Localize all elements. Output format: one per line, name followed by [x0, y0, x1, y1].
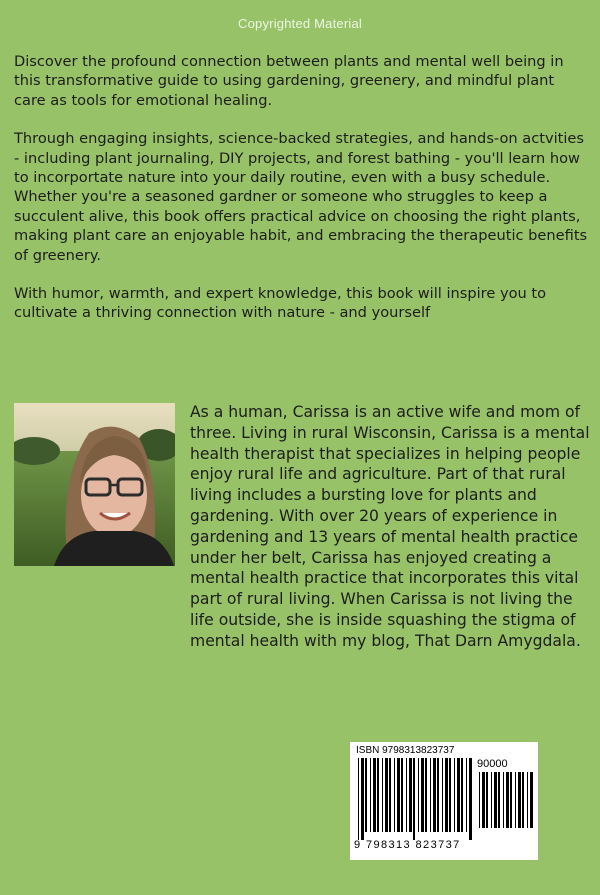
barcode-bar [425, 758, 427, 832]
isbn-label: ISBN 9798313823737 [356, 745, 455, 756]
barcode-bar [461, 758, 463, 832]
barcode-bar [486, 772, 488, 828]
barcode-bar [457, 758, 460, 832]
barcode-bar [482, 772, 485, 828]
copyright-watermark: Copyrighted Material [238, 16, 362, 31]
barcode-bar [437, 758, 439, 832]
barcode-digits: 9 798313 823737 [354, 839, 461, 851]
barcode-bar [466, 758, 467, 832]
barcode-bar [406, 758, 407, 832]
barcode-bar [494, 772, 497, 828]
barcode-bar [377, 758, 379, 832]
barcode-bar [409, 758, 412, 832]
addon-barcode-bars [479, 772, 533, 840]
barcode-bar [389, 758, 391, 832]
barcode-bar [518, 772, 521, 828]
barcode-bar [401, 758, 403, 832]
blurb-paragraph-1: Discover the profound connection between plants and mental well being in this transformative guide to using gardening, greenery, and mindful plant care as tools for emotional healing. [14, 53, 564, 109]
barcode-bar [358, 758, 359, 840]
barcode-bar [385, 758, 388, 832]
barcode-bar [522, 772, 524, 828]
barcode-bar [530, 772, 533, 828]
back-cover-blurb [14, 52, 588, 342]
barcode-bar [454, 758, 455, 832]
blurb-paragraph-3: With humor, warmth, and expert knowledge, this book will inspire you to cultivate a thriving connection with nature - and yourself [14, 285, 547, 322]
barcode-bar [370, 758, 371, 832]
author-photo [14, 403, 175, 566]
barcode-bar [365, 758, 367, 832]
price-code: 90000 [477, 758, 508, 770]
barcode-bar [491, 772, 492, 828]
isbn-barcode [350, 742, 538, 860]
barcode-bar [430, 758, 431, 832]
barcode-bar [413, 758, 415, 840]
barcode-bar [469, 758, 472, 840]
barcode-bar [503, 772, 504, 828]
barcode-bar [421, 758, 424, 832]
barcode-bar [373, 758, 376, 832]
barcode-bars [358, 758, 472, 840]
barcode-bar [382, 758, 383, 832]
barcode-bar [510, 772, 512, 828]
barcode-bar [442, 758, 443, 832]
barcode-bar [445, 758, 448, 832]
barcode-bar [394, 758, 395, 832]
author-bio: As a human, Carissa is an active wife and mom of three. Living in rural Wisconsin, Carissa is a mental health therapist that specializes in helping people enjoy rural life and agriculture. Part of that rural living includes a bursting love for plants and gardening. With over 20 years of experience in gardening and 13 years of mental health practice under her belt, Carissa has enjoyed creating a mental health practice that incorporates this vital part of rural living. When Carissa is not living the life outside, she is inside squashing the stigma of mental health with my blog, That Darn Amygdala. [190, 403, 590, 650]
barcode-bar [433, 758, 436, 832]
barcode-bar [361, 758, 364, 840]
barcode-bar [397, 758, 400, 832]
blurb-paragraph-2: Through engaging insights, science-backed strategies, and hands-on actvities - including plant journaling, DIY projects, and forest bathing - you'll learn how to incorportate nature into your daily routine, even with a busy schedule. Whether you're a seasoned gardner or someone who struggles to keep a succulent alive, this book offers practical advice on choosing the right plants, making plant care an enjoyable habit, and embracing the therapeutic benefits of greenery. [14, 130, 588, 264]
barcode-bar [527, 772, 528, 828]
barcode-bar [449, 758, 451, 832]
barcode-bar [515, 772, 516, 828]
barcode-bar [479, 772, 480, 828]
barcode-bar [418, 758, 419, 832]
barcode-bar [506, 772, 509, 828]
barcode-bar [498, 772, 500, 828]
